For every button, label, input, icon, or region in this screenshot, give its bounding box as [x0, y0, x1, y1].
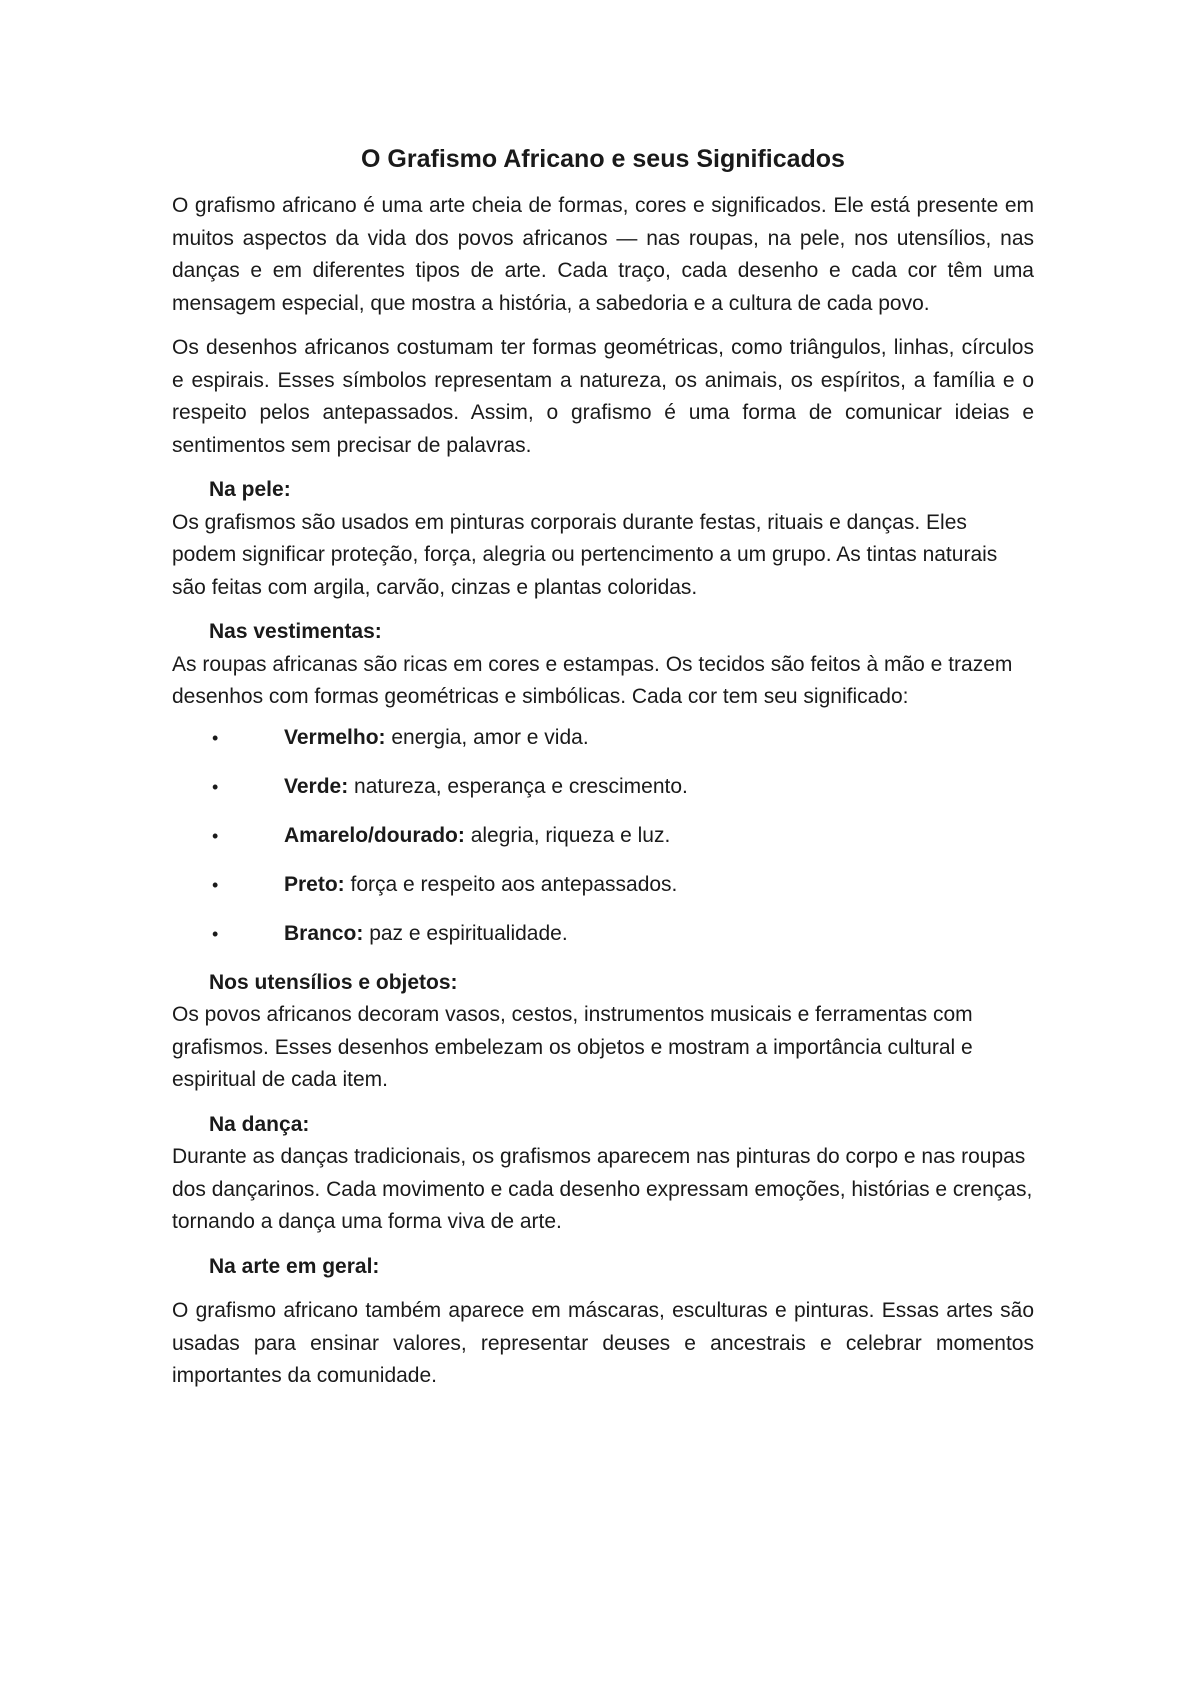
color-meaning: alegria, riqueza e luz.: [464, 823, 671, 847]
color-name: Preto:: [284, 872, 345, 896]
color-meaning: paz e espiritualidade.: [363, 921, 568, 945]
section-body-pele: Os grafismos são usados em pinturas corporais durante festas, rituais e danças. Eles podem significar proteção, força, alegria ou pertencimento a um grupo. As tintas naturais são feitas com argila, carvão, cinzas e plantas coloridas.: [172, 510, 998, 599]
list-item: [172, 918, 1034, 950]
page-title: O Grafismo Africano e seus Significados: [361, 145, 845, 173]
color-meaning: natureza, esperança e crescimento.: [348, 774, 688, 798]
bullet-icon: •: [212, 923, 219, 944]
color-name: Branco:: [284, 921, 364, 945]
section-body-utensilios: Os povos africanos decoram vasos, cestos, instrumentos musicais e ferramentas com grafismos. Esses desenhos embelezam os objetos e mostram a importância cultural e espiritual de cada item.: [172, 1003, 973, 1091]
section-heading-vestimentas: Nas vestimentas:: [209, 620, 382, 643]
color-meaning: energia, amor e vida.: [385, 725, 589, 749]
list-item: [172, 869, 1034, 901]
bullet-icon: •: [212, 874, 219, 895]
color-name: Amarelo/dourado:: [284, 823, 465, 847]
intro-paragraph-2: Os desenhos africanos costumam ter formas geométricas, como triângulos, linhas, círculos e espirais. Esses símbolos representam a natureza, os animais, os espíritos, a família e o respeito pelos antepassados. Assim, o grafismo é uma forma de comunicar ideias e sentimentos sem precisar de palavras.: [172, 336, 1034, 457]
section-heading-arte: Na arte em geral:: [209, 1254, 380, 1278]
list-item: [172, 820, 1034, 852]
document-page: [172, 142, 1034, 1393]
section-body-danca: Durante as danças tradicionais, os grafismos aparecem nas pinturas do corpo e nas roupas dos dançarinos. Cada movimento e cada desenho expressam emoções, histórias e crenças, tornando a dança uma forma viva de arte.: [172, 1145, 1033, 1233]
color-name: Vermelho:: [284, 725, 386, 749]
intro-paragraph-1: O grafismo africano é uma arte cheia de formas, cores e significados. Ele está presente em muitos aspectos da vida dos povos africanos — nas roupas, na pele, nos utensílios, nas danças e em diferentes tipos de arte. Cada traço, cada desenho e cada cor têm uma mensagem especial, que mostra a história, a sabedoria e a cultura de cada povo.: [172, 194, 1034, 315]
color-meaning: força e respeito aos antepassados.: [344, 872, 678, 896]
list-item: [172, 722, 1034, 754]
color-name: Verde:: [284, 774, 349, 798]
color-meanings-list: [172, 722, 1034, 950]
section-heading-utensilios: Nos utensílios e objetos:: [209, 970, 458, 994]
list-item: [172, 771, 1034, 803]
section-heading-danca: Na dança:: [209, 1112, 310, 1136]
bullet-icon: •: [212, 776, 219, 797]
section-heading-pele: Na pele:: [209, 478, 291, 501]
bullet-icon: •: [212, 727, 219, 748]
section-body-arte: O grafismo africano também aparece em máscaras, esculturas e pinturas. Essas artes são usadas para ensinar valores, representar deuses e ancestrais e celebrar momentos importantes da comunidade.: [172, 1299, 1034, 1387]
section-body-vestimentas: As roupas africanas são ricas em cores e estampas. Os tecidos são feitos à mão e trazem desenhos com formas geométricas e simbólicas. Cada cor tem seu significado:: [172, 652, 1013, 708]
bullet-icon: •: [212, 825, 219, 846]
